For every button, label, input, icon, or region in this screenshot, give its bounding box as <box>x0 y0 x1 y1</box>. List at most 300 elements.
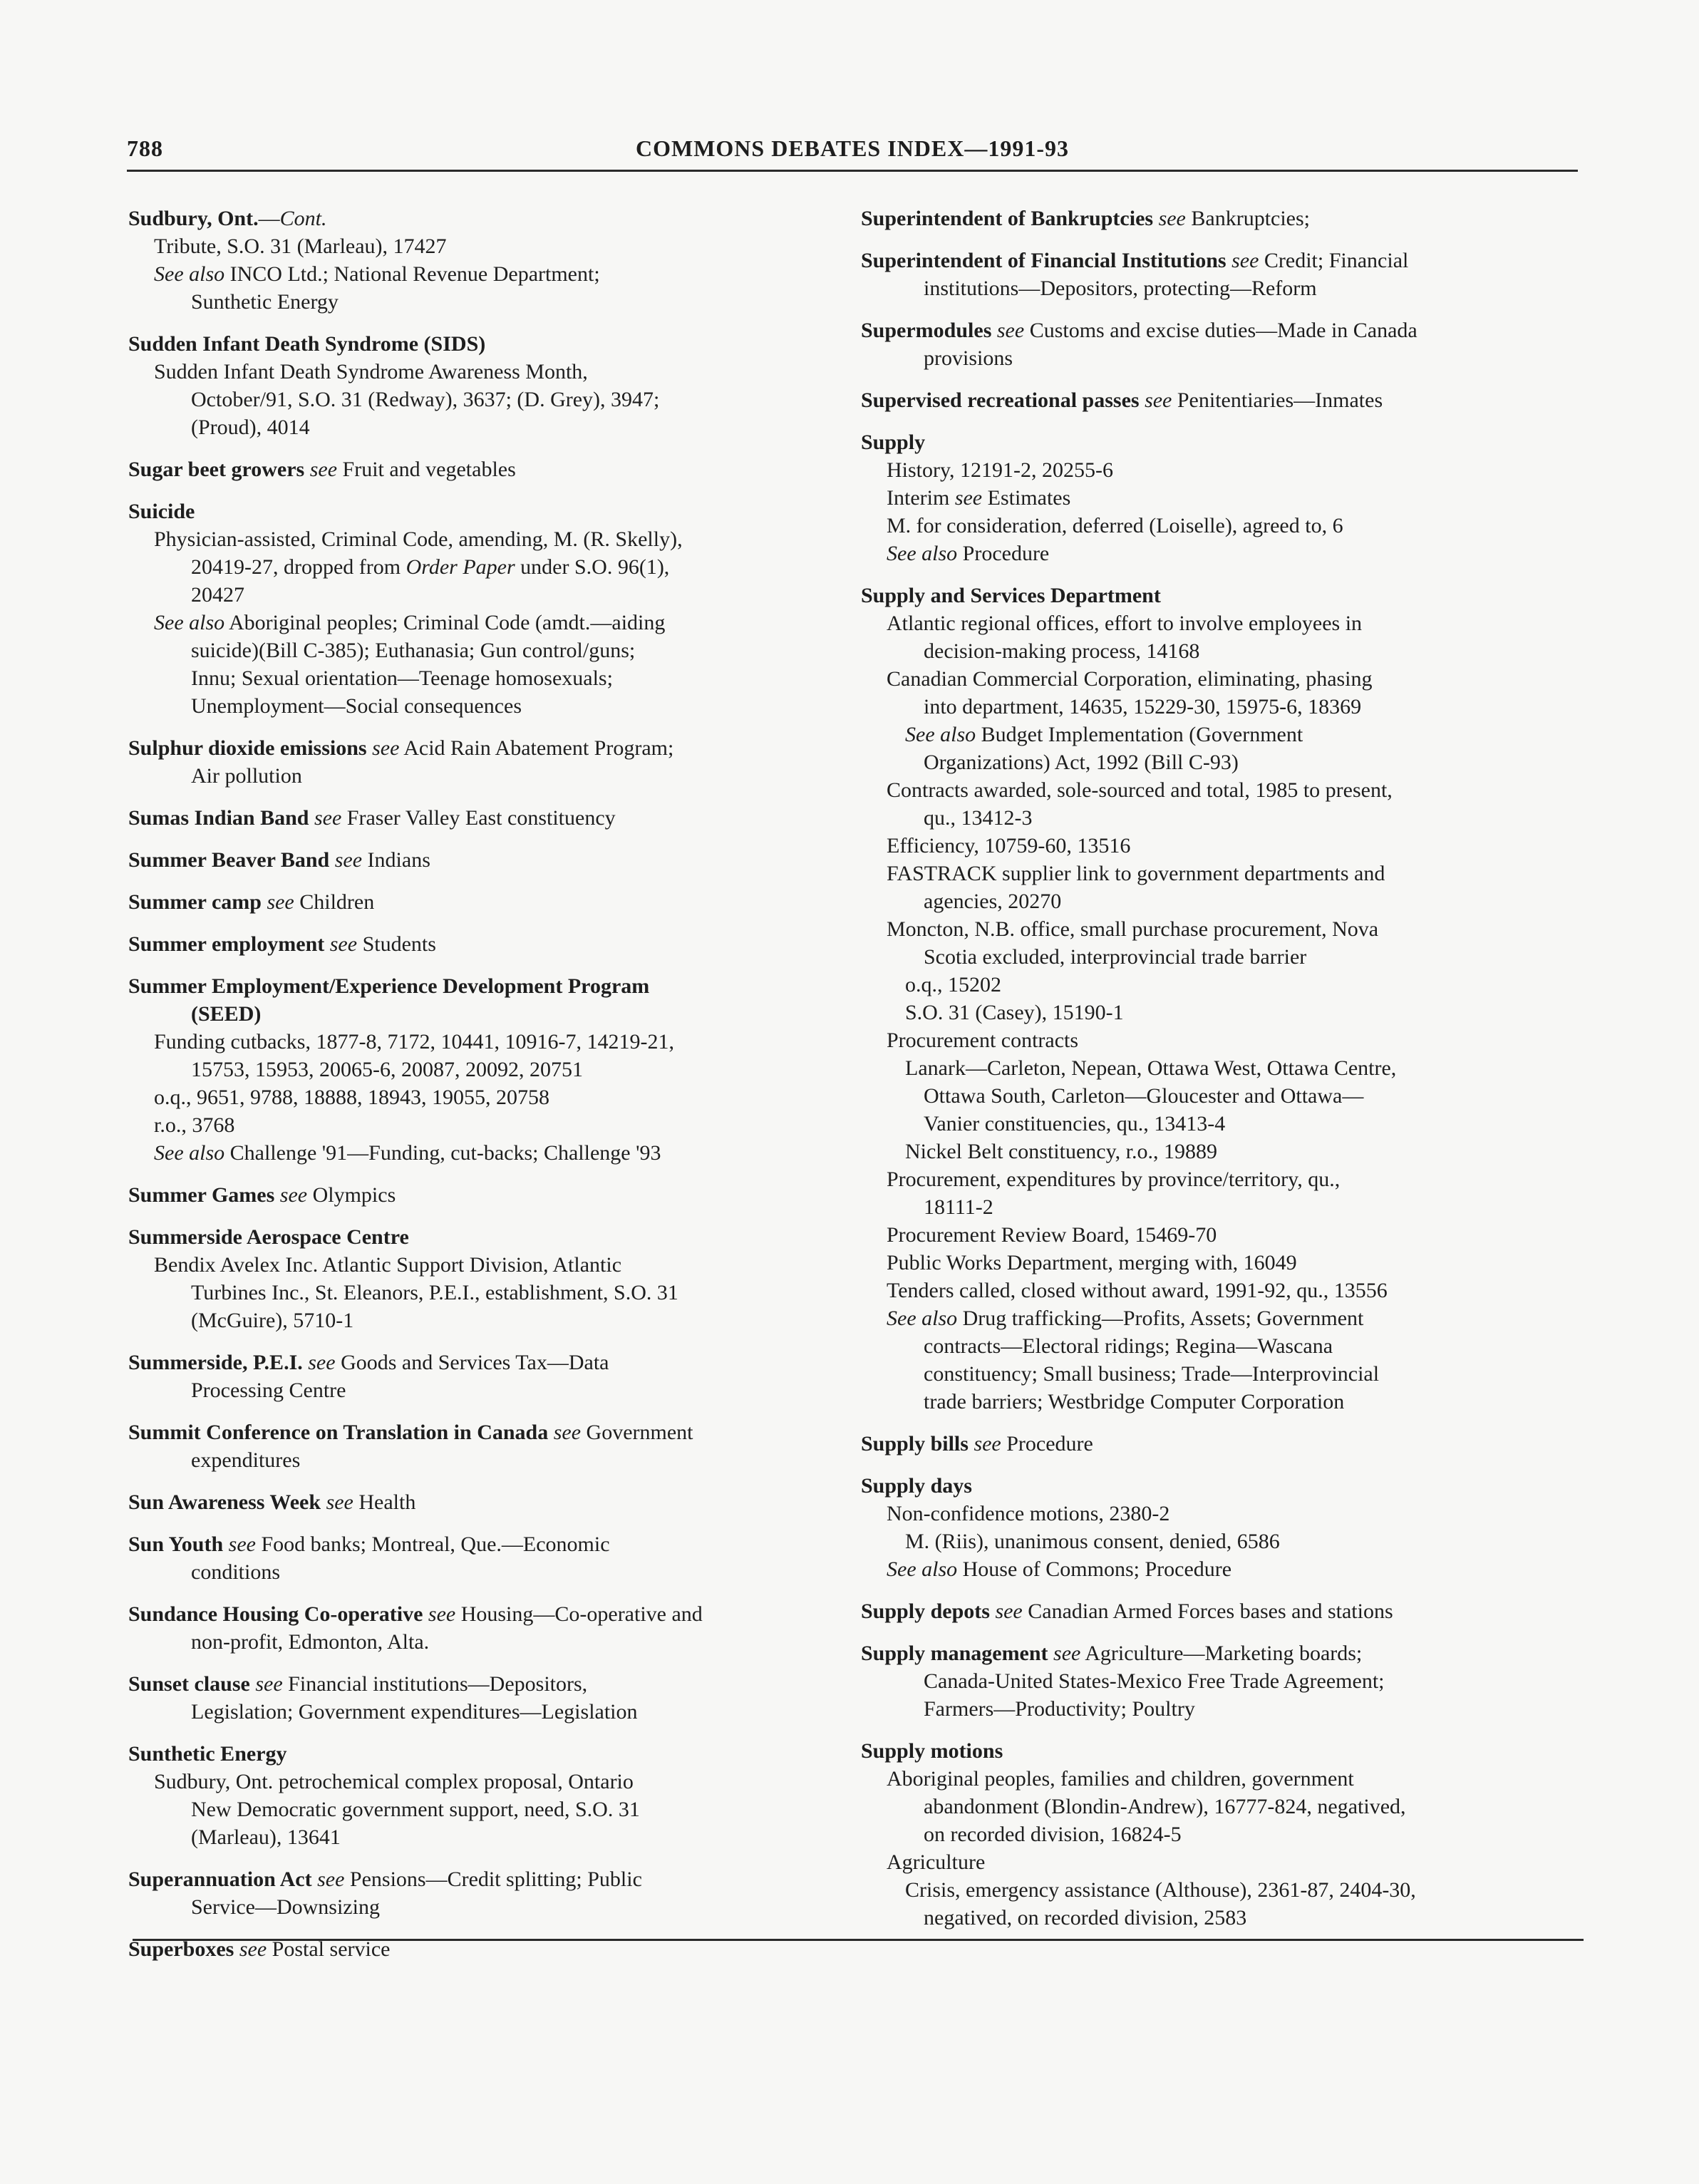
index-entry-heading <box>128 1740 820 1768</box>
index-entry-line <box>128 637 820 664</box>
index-entry-heading <box>861 1639 1574 1667</box>
entry-text: New Democratic government support, need, S.O. 31 <box>191 1798 640 1821</box>
footer-rule <box>133 1939 1584 1941</box>
index-entry <box>128 1670 820 1726</box>
entry-cross-ref-label: see <box>996 319 1025 342</box>
index-entry-line <box>861 1528 1574 1555</box>
entry-text: under S.O. 96(1), <box>515 555 670 579</box>
entry-text: institutions—Depositors, protecting—Reform <box>924 277 1317 300</box>
index-entry <box>861 316 1574 372</box>
entry-text: Students <box>357 932 436 956</box>
entry-text: Financial institutions—Depositors, <box>282 1672 588 1696</box>
index-entry-line <box>861 512 1574 540</box>
entry-cross-ref-label: See also <box>887 542 958 565</box>
entry-text: Farmers—Productivity; Poultry <box>924 1697 1195 1721</box>
entry-term: Summit Conference on Translation in Canada <box>128 1421 549 1444</box>
entry-text: INCO Ltd.; National Revenue Department; <box>224 262 600 286</box>
entry-text: Non-confidence motions, 2380-2 <box>887 1502 1170 1525</box>
index-entry-line <box>128 1279 820 1307</box>
index-entry <box>861 1597 1574 1625</box>
index-entry <box>128 972 820 1167</box>
index-entry-line <box>128 1628 820 1656</box>
entry-cross-ref-label: See also <box>887 1557 958 1581</box>
entry-text: 18111-2 <box>924 1195 993 1219</box>
entry-cross-ref-label: see <box>255 1672 283 1696</box>
entry-text: 15753, 15953, 20065-6, 20087, 20092, 20751 <box>191 1058 583 1081</box>
entry-text: Postal service <box>267 1937 391 1961</box>
entry-text: Government <box>581 1421 693 1444</box>
entry-term: Supply and Services Department <box>861 584 1161 607</box>
entry-text: contracts—Electoral ridings; Regina—Wascana <box>924 1334 1333 1358</box>
entry-text: Funding cutbacks, 1877-8, 7172, 10441, 10916-7, 14219-21, <box>154 1030 674 1054</box>
index-entry-line <box>861 1082 1574 1110</box>
index-entry-line <box>128 1698 820 1726</box>
index-entry-heading <box>861 1430 1574 1458</box>
index-entry-heading <box>128 1600 820 1628</box>
index-entry-line <box>128 581 820 609</box>
index-entry-line <box>128 386 820 413</box>
index-entry-line <box>128 1307 820 1334</box>
entry-text: Procedure <box>957 542 1050 565</box>
entry-text: Goods and Services Tax—Data <box>335 1351 609 1374</box>
entry-term: Supply days <box>861 1474 972 1498</box>
index-entry-line <box>128 1028 820 1056</box>
entry-text: Canada-United States-Mexico Free Trade Agreement; <box>924 1669 1385 1693</box>
entry-cross-ref-label: see <box>267 890 294 914</box>
index-entry-line <box>128 525 820 553</box>
index-entry-line <box>861 832 1574 860</box>
index-entry-heading <box>128 1488 820 1516</box>
entry-term: Supply management <box>861 1642 1048 1665</box>
entry-text: Budget Implementation (Government <box>976 723 1303 746</box>
entry-text <box>324 932 330 956</box>
index-entry-line <box>861 1765 1574 1793</box>
entry-text: Vanier constituencies, qu., 13413-4 <box>924 1112 1226 1135</box>
index-entry <box>861 1639 1574 1723</box>
entry-term: Summerside, P.E.I. <box>128 1351 303 1374</box>
index-entry <box>128 1740 820 1851</box>
index-entry-line <box>128 664 820 692</box>
entry-term: Supply bills <box>861 1432 969 1456</box>
index-entry-line <box>861 1332 1574 1360</box>
entry-cross-ref-label: see <box>334 848 363 872</box>
entry-cross-ref-label: see <box>279 1183 308 1207</box>
entry-text: conditions <box>191 1560 280 1584</box>
index-entry-line <box>861 665 1574 693</box>
entry-text: Sunthetic Energy <box>191 290 339 314</box>
entry-text: Estimates <box>982 486 1071 510</box>
entry-text: Atlantic regional offices, effort to involve employees in <box>887 612 1363 635</box>
entry-cross-ref-label: see <box>317 1868 345 1891</box>
index-entry-heading <box>128 330 820 358</box>
entry-text <box>312 1868 318 1891</box>
index-entry <box>861 428 1574 567</box>
entry-term: Summer employment <box>128 932 325 956</box>
entry-term: Sumas Indian Band <box>128 806 309 830</box>
index-entry <box>128 330 820 441</box>
entry-cross-ref-label: see <box>314 806 342 830</box>
entry-term: Superintendent of Financial Institutions <box>861 249 1227 272</box>
entry-term: Superintendent of Bankruptcies <box>861 207 1154 230</box>
index-entry-line <box>861 1026 1574 1054</box>
entry-text: expenditures <box>191 1448 301 1472</box>
index-entry-line <box>861 1277 1574 1304</box>
entry-term: Summerside Aerospace Centre <box>128 1225 409 1249</box>
entry-text: (Marleau), 13641 <box>191 1825 341 1849</box>
index-entry-line <box>861 887 1574 915</box>
entry-text: abandonment (Blondin-Andrew), 16777-824, negatived, <box>924 1795 1406 1818</box>
entry-term: Summer Employment/Experience Development Program <box>128 974 650 998</box>
entry-text <box>1140 388 1145 412</box>
entry-text: Housing—Co-operative and <box>455 1602 703 1626</box>
index-entry-line <box>128 1893 820 1921</box>
entry-cross-ref-label: see <box>553 1421 582 1444</box>
index-entry <box>128 1600 820 1656</box>
entry-text: provisions <box>924 346 1013 370</box>
entry-text: Moncton, N.B. office, small purchase procurement, Nova <box>887 917 1379 941</box>
entry-text: Aboriginal peoples; Criminal Code (amdt.—aiding <box>224 611 666 634</box>
index-entry-line <box>128 1000 820 1028</box>
index-entry-line <box>861 484 1574 512</box>
entry-text: Contracts awarded, sole-sourced and total, 1985 to present, <box>887 778 1393 802</box>
entry-text: 20427 <box>191 583 244 607</box>
index-entry-line <box>128 260 820 288</box>
index-entry-heading <box>128 734 820 762</box>
index-entry-line <box>128 553 820 581</box>
index-entry-line <box>128 609 820 637</box>
index-entry <box>128 846 820 874</box>
index-entry-line <box>128 1056 820 1083</box>
index-entry-line <box>861 1221 1574 1249</box>
index-entry <box>861 1737 1574 1932</box>
index-entry-line <box>128 1139 820 1167</box>
entry-term: Sun Youth <box>128 1533 224 1556</box>
entry-text: Physician-assisted, Criminal Code, amending, M. (R. Skelly), <box>154 527 683 551</box>
entry-text: Canadian Armed Forces bases and stations <box>1022 1600 1393 1623</box>
entry-text: Ottawa South, Carleton—Gloucester and Ottawa— <box>924 1084 1364 1108</box>
right-column <box>861 205 1574 1946</box>
index-entry-line <box>128 1823 820 1851</box>
entry-text: Pensions—Credit splitting; Public <box>344 1868 642 1891</box>
index-entry-line <box>861 1904 1574 1932</box>
left-column <box>128 205 820 1977</box>
entry-cross-ref-label: see <box>309 458 338 481</box>
entry-cross-ref-label: see <box>329 932 358 956</box>
index-entry-heading <box>128 1349 820 1376</box>
entry-text: o.q., 9651, 9788, 18888, 18943, 19055, 20758 <box>154 1086 549 1109</box>
entry-text: Procurement Review Board, 15469-70 <box>887 1223 1217 1247</box>
entry-cross-ref-label: see <box>1231 249 1259 272</box>
entry-text: Service—Downsizing <box>191 1895 380 1919</box>
index-entry-heading <box>128 888 820 916</box>
entry-term: Supply <box>861 431 926 454</box>
index-entry-line <box>861 1360 1574 1388</box>
entry-text: FASTRACK supplier link to government departments and <box>887 862 1385 885</box>
index-entry-line <box>861 456 1574 484</box>
index-entry-heading <box>861 247 1574 274</box>
index-entry-heading <box>128 1865 820 1893</box>
index-entry-heading <box>861 386 1574 414</box>
entry-text: Efficiency, 10759-60, 13516 <box>887 834 1131 857</box>
index-entry-line <box>861 1304 1574 1332</box>
entry-text: Sudbury, Ont. petrochemical complex proposal, Ontario <box>154 1770 634 1793</box>
index-entry-line <box>861 1138 1574 1165</box>
index-entry-line <box>128 1446 820 1474</box>
entry-text: Credit; Financial <box>1259 249 1409 272</box>
index-entry-line <box>861 971 1574 999</box>
header-rule <box>127 170 1578 172</box>
entry-text: Interim <box>887 486 955 510</box>
entry-text: agencies, 20270 <box>924 890 1062 913</box>
entry-term: (SEED) <box>191 1002 262 1026</box>
entry-text: Procurement, expenditures by province/territory, qu., <box>887 1168 1341 1191</box>
index-entry-heading <box>861 428 1574 456</box>
index-entry-line <box>861 1848 1574 1876</box>
entry-cross-ref-label: see <box>974 1432 1001 1456</box>
entry-text <box>1048 1642 1054 1665</box>
entry-text <box>367 736 373 760</box>
index-entry-line <box>861 609 1574 637</box>
index-entry-line <box>861 860 1574 887</box>
entry-term: Summer Beaver Band <box>128 848 330 872</box>
entry-text: on recorded division, 16824-5 <box>924 1823 1182 1846</box>
entry-text: decision-making process, 14168 <box>924 639 1200 663</box>
entry-text: Challenge '91—Funding, cut-backs; Challenge '93 <box>224 1141 661 1165</box>
index-entry-heading <box>861 1737 1574 1765</box>
entry-cross-ref-label: See also <box>154 262 225 286</box>
entry-text <box>1227 249 1232 272</box>
index-entry-line <box>861 1388 1574 1416</box>
entry-term: Suicide <box>128 500 195 523</box>
index-entry-line <box>861 776 1574 804</box>
index-entry <box>128 205 820 316</box>
index-entry <box>861 205 1574 232</box>
entry-term: Sundance Housing Co-operative <box>128 1602 423 1626</box>
index-entry-heading <box>861 1597 1574 1625</box>
index-entry-heading <box>861 316 1574 344</box>
index-entry-line <box>128 692 820 720</box>
index-entry-line <box>861 1876 1574 1904</box>
entry-text: Public Works Department, merging with, 16049 <box>887 1251 1297 1274</box>
entry-term: Superannuation Act <box>128 1868 312 1891</box>
index-entry-line <box>128 232 820 260</box>
entry-text: Health <box>353 1490 416 1514</box>
entry-text <box>991 319 997 342</box>
entry-term: Supply motions <box>861 1739 1003 1763</box>
index-entry-line <box>861 1555 1574 1583</box>
entry-text: negatived, on recorded division, 2583 <box>924 1906 1247 1930</box>
index-entry-line <box>861 943 1574 971</box>
index-entry <box>861 386 1574 414</box>
index-entry <box>128 1349 820 1404</box>
entry-cross-ref-label: Order Paper <box>406 555 515 579</box>
index-entry <box>128 498 820 720</box>
entry-text: Aboriginal peoples, families and children, government <box>887 1767 1354 1791</box>
entry-text: Procedure <box>1001 1432 1093 1456</box>
index-entry-line <box>861 1249 1574 1277</box>
entry-term: Supervised recreational passes <box>861 388 1140 412</box>
entry-text <box>223 1533 229 1556</box>
entry-text: into department, 14635, 15229-30, 15975-6, 18369 <box>924 695 1362 718</box>
index-entry-heading <box>128 804 820 832</box>
index-entry <box>128 888 820 916</box>
entry-text: October/91, S.O. 31 (Redway), 3637; (D. Grey), 3947; <box>191 388 660 411</box>
entry-text: (Proud), 4014 <box>191 416 310 439</box>
entry-cross-ref-label: see <box>228 1533 256 1556</box>
entry-text: Children <box>294 890 375 914</box>
entry-text: Tribute, S.O. 31 (Marleau), 17427 <box>154 235 447 258</box>
entry-text: Fruit and vegetables <box>337 458 516 481</box>
entry-cross-ref-label: see <box>372 736 400 760</box>
entry-text: Agriculture <box>887 1850 986 1874</box>
entry-term: Superboxes <box>128 1937 234 1961</box>
entry-cross-ref-label: see <box>326 1490 353 1514</box>
index-entry-line <box>128 1083 820 1111</box>
index-entry-line <box>861 748 1574 776</box>
index-entry-line <box>861 915 1574 943</box>
index-entry-heading <box>128 205 820 232</box>
index-entry-line <box>861 1054 1574 1082</box>
entry-text: Lanark—Carleton, Nepean, Ottawa West, Ottawa Centre, <box>905 1056 1397 1080</box>
entry-text: S.O. 31 (Casey), 15190-1 <box>905 1001 1124 1024</box>
entry-text: Innu; Sexual orientation—Teenage homosexuals; <box>191 666 613 690</box>
entry-cross-ref-label: See also <box>887 1307 958 1330</box>
entry-term: Sunset clause <box>128 1672 250 1696</box>
entry-text <box>309 806 314 830</box>
index-entry-heading <box>128 972 820 1000</box>
entry-text: — <box>258 207 280 230</box>
entry-cross-ref-label: See also <box>905 723 976 746</box>
index-entry <box>128 804 820 832</box>
index-entry-heading <box>861 1472 1574 1500</box>
entry-text: Canadian Commercial Corporation, eliminating, phasing <box>887 667 1373 691</box>
entry-text: o.q., 15202 <box>905 973 1001 996</box>
entry-term: Sudden Infant Death Syndrome (SIDS) <box>128 332 486 356</box>
entry-text <box>1153 207 1159 230</box>
entry-text: Sudden Infant Death Syndrome Awareness Month, <box>154 360 588 383</box>
entry-cross-ref-label: see <box>1053 1642 1081 1665</box>
index-entry-line <box>861 344 1574 372</box>
entry-term: Sugar beet growers <box>128 458 305 481</box>
entry-text: Indians <box>362 848 430 872</box>
index-entry <box>128 1865 820 1921</box>
entry-text: Penitentiaries—Inmates <box>1172 388 1383 412</box>
index-entry-line <box>128 1251 820 1279</box>
entry-text: Air pollution <box>191 764 302 788</box>
entry-term: Summer camp <box>128 890 262 914</box>
entry-text: suicide)(Bill C-385); Euthanasia; Gun control/guns; <box>191 639 636 662</box>
entry-term: Sun Awareness Week <box>128 1490 321 1514</box>
entry-text: Food banks; Montreal, Que.—Economic <box>255 1533 610 1556</box>
entry-cross-ref-label: see <box>308 1351 336 1374</box>
entry-cross-ref-label: see <box>1145 388 1172 412</box>
running-title: COMMONS DEBATES INDEX—1991-93 <box>636 135 1069 161</box>
index-entry-line <box>861 637 1574 665</box>
index-entry-line <box>861 274 1574 302</box>
entry-cross-ref-label: Cont. <box>279 207 327 230</box>
entry-text <box>321 1490 326 1514</box>
page-number: 788 <box>127 135 163 161</box>
entry-text: non-profit, Edmonton, Alta. <box>191 1630 430 1654</box>
entry-cross-ref-label: see <box>954 486 983 510</box>
entry-text: Turbines Inc., St. Eleanors, P.E.I., establishment, S.O. 31 <box>191 1281 678 1304</box>
entry-cross-ref-label: see <box>428 1602 456 1626</box>
entry-text: trade barriers; Westbridge Computer Corporation <box>924 1390 1345 1413</box>
index-entry-line <box>128 288 820 316</box>
entry-text: Bendix Avelex Inc. Atlantic Support Division, Atlantic <box>154 1253 622 1277</box>
index-entry-line <box>861 540 1574 567</box>
index-entry-line <box>128 413 820 441</box>
index-entry-line <box>861 1110 1574 1138</box>
index-entry-line <box>128 762 820 790</box>
entry-text: Legislation; Government expenditures—Legislation <box>191 1700 638 1724</box>
index-entry-heading <box>128 1181 820 1209</box>
index-entry-line <box>861 1820 1574 1848</box>
entry-text <box>304 458 310 481</box>
index-entry-line <box>128 1796 820 1823</box>
entry-text: Scotia excluded, interprovincial trade barrier <box>924 945 1307 969</box>
entry-text: Acid Rain Abatement Program; <box>399 736 674 760</box>
index-entry <box>861 1472 1574 1583</box>
index-entry <box>128 1488 820 1516</box>
entry-text: constituency; Small business; Trade—Interprovincial <box>924 1362 1380 1386</box>
index-entry-heading <box>128 455 820 483</box>
entry-text: qu., 13412-3 <box>924 806 1033 830</box>
index-entry-line <box>861 804 1574 832</box>
entry-text: M. (Riis), unanimous consent, denied, 6586 <box>905 1530 1280 1553</box>
index-entry-line <box>128 1558 820 1586</box>
index-entry <box>861 247 1574 302</box>
entry-text: M. for consideration, deferred (Loiselle), agreed to, 6 <box>887 514 1343 537</box>
entry-cross-ref-label: see <box>239 1937 267 1961</box>
entry-text: Organizations) Act, 1992 (Bill C-93) <box>924 751 1239 774</box>
index-entry <box>128 734 820 790</box>
entry-text <box>423 1602 428 1626</box>
index-entry-heading <box>128 846 820 874</box>
index-entry-heading <box>128 930 820 958</box>
index-entry-line <box>128 358 820 386</box>
entry-text <box>548 1421 554 1444</box>
index-entry-line <box>861 1793 1574 1820</box>
index-entry-line <box>861 1193 1574 1221</box>
index-entry-heading <box>861 205 1574 232</box>
entry-term: Supply depots <box>861 1600 990 1623</box>
index-entry-heading <box>128 1418 820 1446</box>
index-entry-heading <box>128 1670 820 1698</box>
index-entry-line <box>861 1667 1574 1695</box>
index-entry-line <box>861 721 1574 748</box>
entry-text: Olympics <box>307 1183 396 1207</box>
index-entry-line <box>861 1695 1574 1723</box>
entry-cross-ref-label: see <box>1158 207 1186 230</box>
entry-term: Sunthetic Energy <box>128 1742 287 1766</box>
index-entry-heading <box>128 1530 820 1558</box>
entry-text: Unemployment—Social consequences <box>191 694 522 718</box>
entry-term: Summer Games <box>128 1183 275 1207</box>
index-entry-heading <box>861 582 1574 609</box>
index-entry-line <box>128 1376 820 1404</box>
entry-text: House of Commons; Procedure <box>957 1557 1232 1581</box>
entry-text: 20419-27, dropped from <box>191 555 406 579</box>
index-entry <box>861 1430 1574 1458</box>
index-entry <box>128 1418 820 1474</box>
entry-text: Agriculture—Marketing boards; <box>1080 1642 1363 1665</box>
entry-text: Customs and excise duties—Made in Canada <box>1024 319 1417 342</box>
index-entry-line <box>861 1165 1574 1193</box>
index-entry <box>128 930 820 958</box>
entry-text: Fraser Valley East constituency <box>341 806 616 830</box>
entry-text: Crisis, emergency assistance (Althouse), 2361-87, 2404-30, <box>905 1878 1416 1902</box>
